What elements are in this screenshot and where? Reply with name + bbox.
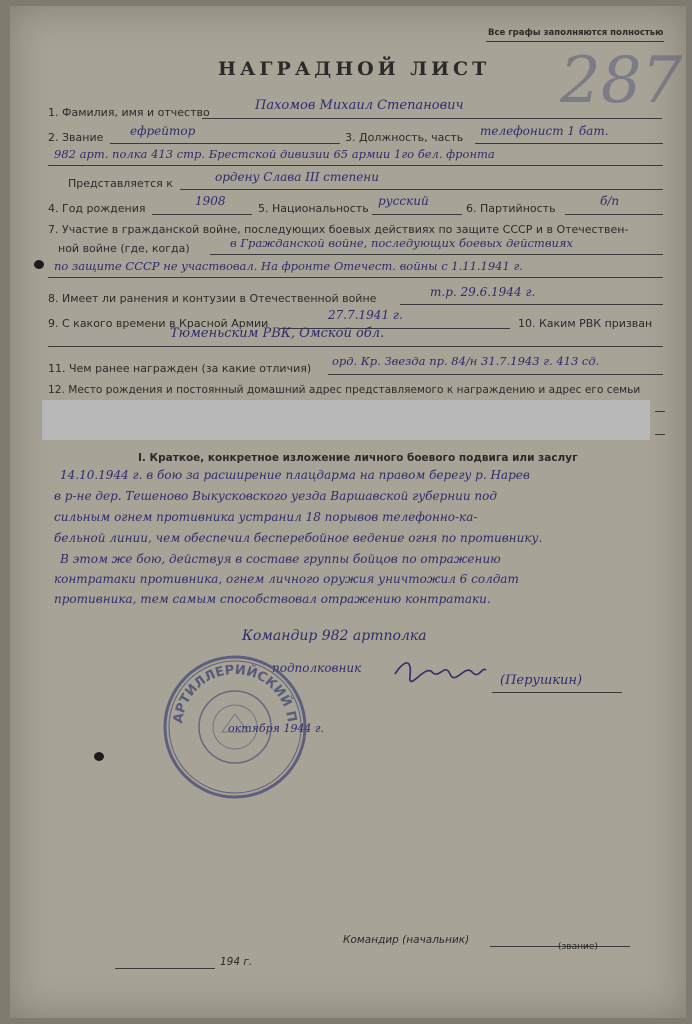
- field-1-value: Пахомов Михаил Степанович: [255, 98, 464, 113]
- present-label: Представляется к: [68, 177, 173, 190]
- field-7-label-2: ной войне (где, когда): [58, 242, 190, 255]
- field-2-label: 2. Звание: [48, 131, 104, 144]
- notice-underline: [486, 41, 664, 42]
- field-7-line-2: [48, 277, 663, 278]
- field-3-line-cont: [48, 165, 663, 166]
- archive-number: 287: [560, 44, 683, 118]
- field-9-value: 27.7.1941 г.: [328, 308, 403, 322]
- field-5-label: 5. Национальность: [258, 202, 369, 215]
- field-2-value: ефрейтор: [130, 124, 196, 138]
- field-11-value: орд. Кр. Звезда пр. 84/н 31.7.1943 г. 413 сд.: [332, 354, 600, 368]
- field-4-label: 4. Год рождения: [48, 202, 146, 215]
- field-6-value: б/п: [600, 194, 620, 208]
- field-4-line: [152, 214, 252, 215]
- narrative-line-5: В этом же бою, действуя в составе группы бойцов по отражению: [60, 552, 501, 566]
- footer-rank-label: (звание): [558, 942, 598, 952]
- field-7-value-1: в Гражданской войне, последующих боевых действиях: [230, 236, 574, 250]
- award-sheet: [10, 6, 686, 1018]
- field-8-label: 8. Имеет ли ранения и контузии в Отечественной войне: [48, 292, 377, 305]
- punch-hole-top: [34, 260, 44, 269]
- narrative-line-7: противника, тем самым способствовал отражению контратаки.: [54, 592, 491, 606]
- field-4-value: 1908: [195, 194, 226, 208]
- footer-commander-label: Командир (начальник): [343, 934, 470, 946]
- svg-text:АРТИЛЛЕРИЙСКИЙ ПОЛК: [160, 652, 299, 724]
- signature-rank: подполковник: [272, 661, 362, 675]
- field-8-line: [400, 304, 663, 305]
- signature-line: [492, 692, 622, 693]
- signature-surname: (Перушкин): [500, 673, 583, 688]
- field-6-line: [565, 214, 663, 215]
- field-5-line: [372, 214, 462, 215]
- field-7-line-1: [210, 254, 663, 255]
- field-10-label: 10. Каким РВК призван: [518, 317, 653, 330]
- field-9-label: 9. С какого времени в Красной Армии: [48, 317, 269, 330]
- field-1-label: 1. Фамилия, имя и отчество: [48, 106, 210, 119]
- narrative-line-6: контратаки противника, огнем личного оружия уничтожил 6 солдат: [54, 572, 519, 586]
- field-12-line-2: [655, 434, 665, 435]
- footer-date-line: [115, 968, 215, 969]
- section-title: I. Краткое, конкретное изложение личного боевого подвига или заслуг: [138, 452, 578, 464]
- narrative-line-2: в р-не дер. Тешеново Выкусковского уезда Варшавской губернии под: [54, 489, 497, 503]
- field-3-line: [475, 143, 663, 144]
- punch-hole-bottom: [94, 752, 104, 761]
- field-5-value: русский: [378, 194, 429, 208]
- redacted-address: [42, 400, 650, 440]
- field-10-line: [48, 346, 663, 347]
- field-7-label-1: 7. Участие в гражданской войне, последующих боевых действиях по защите СССР и в Отечествен-: [48, 223, 629, 236]
- field-8-value: т.р. 29.6.1944 г.: [430, 285, 536, 299]
- field-12-line-1: [655, 411, 665, 412]
- narrative-line-4: бельной линии, чем обеспечил бесперебойное ведение огня по противнику.: [54, 531, 543, 545]
- field-3-value-cont: 982 арт. полка 413 стр. Брестской дивизии 65 армии 1го бел. фронта: [54, 147, 495, 161]
- narrative-line-3: сильным огнем противника устранил 18 порывов телефонно-ка-: [54, 510, 478, 524]
- signature-scribble: [390, 654, 490, 684]
- field-3-value: телефонист 1 бат.: [480, 124, 609, 138]
- field-10-value: Тюменьским РВК, Омской обл.: [170, 326, 385, 341]
- field-1-line: [202, 118, 662, 119]
- field-2-line: [110, 143, 340, 144]
- field-7-value-2: по защите СССР не участвовал. На фронте Отечест. войны с 1.11.1941 г.: [54, 259, 523, 273]
- field-11-label: 11. Чем ранее награжден (за какие отличия): [48, 362, 312, 375]
- signature-date: октября 1944 г.: [228, 722, 324, 735]
- present-value: ордену Слава III степени: [215, 170, 379, 184]
- notice-text: Все графы заполняются полностью: [488, 28, 664, 38]
- signature-heading: Командир 982 артполка: [242, 628, 427, 644]
- stamp-text: АРТИЛЛЕРИЙСКИЙ П: [171, 662, 299, 725]
- present-line: [180, 189, 663, 190]
- narrative-line-1: 14.10.1944 г. в бою за расширение плацдарма на правом берегу р. Нарев: [60, 468, 530, 482]
- field-12-label: 12. Место рождения и постоянный домашний адрес представляемого к награждению и адрес его семьи: [48, 384, 641, 396]
- page-title: НАГРАДНОЙ ЛИСТ: [218, 58, 491, 80]
- field-6-label: 6. Партийность: [466, 202, 556, 215]
- field-3-label: 3. Должность, часть: [345, 131, 464, 144]
- footer-year-label: 194 г.: [220, 956, 253, 968]
- field-11-line: [328, 374, 663, 375]
